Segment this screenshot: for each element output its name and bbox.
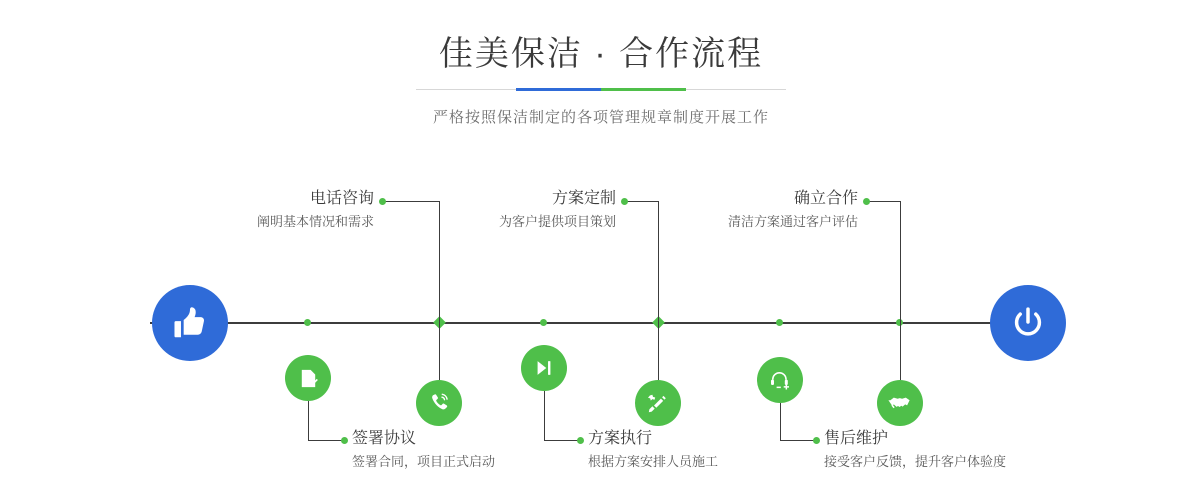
timeline-end-badge [990,285,1066,361]
phone-call-icon [427,391,451,415]
connector-tip-6 [813,437,820,444]
step-desc-3: 为客户提供项目策划 [498,214,616,229]
axis-marker-4 [540,319,547,326]
step-desc-1: 阐明基本情况和需求 [256,214,374,229]
step-title-6: 售后维护 [824,430,889,447]
step-label-6 [824,428,1124,472]
timeline-start-badge [152,285,228,361]
step-node-4[interactable] [521,345,567,391]
divider-green-segment [601,88,686,91]
play-forward-icon [533,357,555,379]
connector-horizontal-6 [780,440,816,441]
connector-tip-4 [577,437,584,444]
page-title: 佳美保洁 · 合作流程 [438,35,764,73]
connector-vertical-6 [780,403,781,441]
document-edit-icon [297,367,320,390]
pen-ruler-icon [646,391,670,415]
process-timeline [0,145,1202,502]
step-node-1[interactable] [416,380,462,426]
step-label-5 [628,188,858,232]
step-node-2[interactable] [285,355,331,401]
step-node-3[interactable] [635,380,681,426]
step-desc-5: 清洁方案通过客户评估 [727,214,858,229]
connector-vertical-2 [308,401,309,441]
connector-horizontal-2 [308,440,344,441]
divider-blue-segment [516,88,601,91]
step-node-5[interactable] [877,380,923,426]
step-title-4: 方案执行 [588,430,653,447]
step-title-1: 电话咨询 [309,190,374,207]
power-icon [1009,304,1047,342]
customer-service-add-icon [768,368,792,392]
step-label-2 [352,428,612,472]
axis-marker-2 [304,319,311,326]
step-title-5: 确立合作 [793,190,858,207]
connector-horizontal-4 [544,440,580,441]
page-subtitle: 严格按照保洁制定的各项管理规章制度开展工作 [432,109,769,126]
connector-vertical-4 [544,391,545,441]
step-label-4 [588,428,848,472]
step-desc-6: 接受客户反馈，提升客户体验度 [824,454,1007,469]
handshake-icon [888,391,912,415]
step-desc-4: 根据方案安排人员施工 [588,454,719,469]
timeline-axis [150,322,1050,324]
connector-tip-1 [379,198,386,205]
step-label-1 [99,188,374,232]
step-desc-2: 签署合同，项目正式启动 [352,454,496,469]
step-title-3: 方案定制 [551,190,616,207]
axis-marker-6 [776,319,783,326]
thumbs-up-icon [171,304,209,342]
connector-tip-3 [621,198,628,205]
step-label-3 [386,188,616,232]
title-divider [416,88,786,92]
connector-horizontal-5 [866,201,900,202]
connector-tip-5 [863,198,870,205]
page-header [0,30,1202,127]
step-title-2: 签署协议 [352,430,417,447]
connector-vertical-5 [900,201,901,380]
connector-tip-2 [341,437,348,444]
step-node-6[interactable] [757,357,803,403]
